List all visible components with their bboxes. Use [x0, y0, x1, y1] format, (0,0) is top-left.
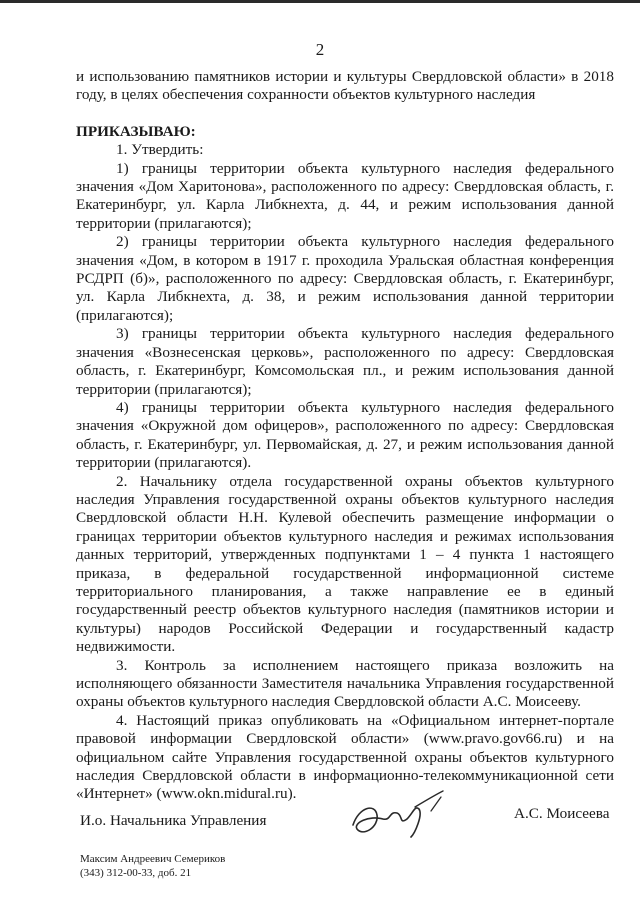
subitem-2: 2) границы территории объекта культурного наследия федерального значения «Дом, в котором в 1917 г. проходила Уральская областная конференция РСДРП (б)», расположенного по адресу: Свердловская область, г. Екатеринбург, ул. Карла Либкнехта, д. 38, и режим использования данной территории (прилагаются); [76, 233, 614, 324]
handwritten-signature [345, 785, 455, 845]
signatory-name: А.С. Моисеева [514, 805, 610, 822]
item-3-paragraph: 3. Контроль за исполнением настоящего приказа возложить на исполняющего обязанности Заместителя начальника Управления государственной охраны объектов культурного наследия Свердловской области А.С. Моисееву. [76, 656, 614, 711]
signatory-title: И.о. Начальника Управления [80, 812, 267, 829]
order-heading: ПРИКАЗЫВАЮ: [76, 122, 196, 140]
subitem-3: 3) границы территории объекта культурного наследия федерального значения «Вознесенская церковь», расположенного по адресу: Свердловская область, г. Екатеринбург, Комсомольская пл., и режим использования данной территории (прилагаются); [76, 325, 614, 398]
executor-name: Максим Андреевич Семериков [80, 853, 226, 865]
item-1-approve: 1. Утвердить: [116, 141, 204, 159]
item-4-paragraph: 4. Настоящий приказ опубликовать на «Официальном интернет-портале правовой информации Свердловской области» (www.pravo.gov66.ru) и на официальном сайте Управления государственной охраны объектов культурного наследия Свердловской области в информационно-телекоммуникационной сети «Интернет» (www.okn.midural.ru). [76, 711, 614, 803]
subitem-1: 1) границы территории объекта культурного наследия федерального значения «Дом Харитонова», расположенного по адресу: Свердловская область, г. Екатеринбург, ул. Карла Либкнехта, д. 44, и режим использования данной территории (прилагаются); [76, 159, 614, 232]
executor-info [80, 852, 225, 880]
page-top-border [0, 0, 640, 3]
subitem-4: 4) границы территории объекта культурного наследия федерального значения «Окружной дом офицеров», расположенного по адресу: Свердловская область, г. Екатеринбург, ул. Первомайская, д. 27, и режим использования данной территории (прилагаются). [76, 398, 614, 472]
document-body [76, 68, 614, 804]
executor-phone: (343) 312-00-33, доб. 21 [80, 867, 192, 879]
item-2-paragraph: 2. Начальнику отдела государственной охраны объектов культурного наследия Управления государственной охраны объектов культурного наследия Свердловской области Н.Н. Кулевой обеспечить размещение информации о границах территории объектов культурного наследия и режимах использования данных территорий, утвержденных подпунктами 1 – 4 пункта 1 настоящего приказа, в федеральной государственной информационной системе территориального планирования, а также направление ее в единый государственный реестр объектов культурного наследия (памятников истории и культуры) народов Российской Федерации и государственный кадастр недвижимости. [76, 472, 614, 656]
intro-paragraph: и использованию памятников истории и культуры Свердловской области» в 2018 году, в целях обеспечения сохранности объектов культурного наследия [76, 68, 614, 104]
page-number: 2 [315, 40, 325, 59]
